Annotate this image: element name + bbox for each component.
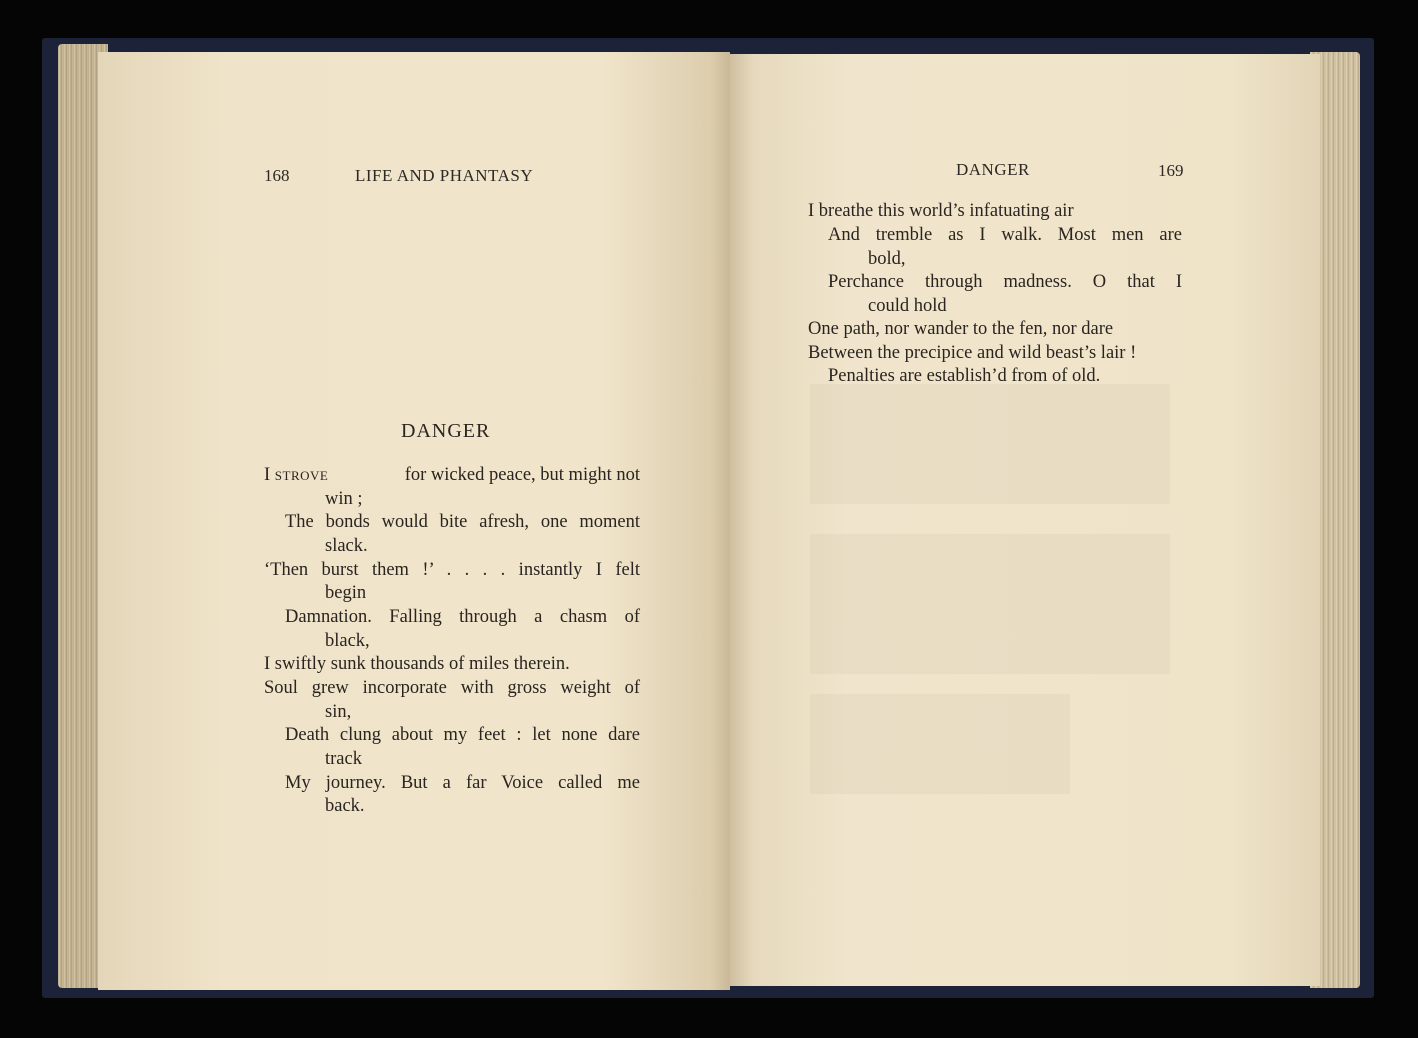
poem-line-4: Damnation. Falling through a chasm of <box>285 607 640 627</box>
right-folio: 169 <box>1158 161 1184 180</box>
poem-line-13: Between the precipice and wild beast’s lair ! <box>808 343 1137 363</box>
right-running-head: DANGER <box>956 160 1030 179</box>
show-through-text <box>810 384 1170 504</box>
poem-line-3-cont: begin <box>325 583 367 603</box>
show-through-text <box>810 694 1070 794</box>
poem-line-10: And tremble as I walk. Most men are <box>828 225 1182 245</box>
right-page <box>730 54 1320 986</box>
poem-line-7-cont: track <box>325 749 362 769</box>
poem-line-7: Death clung about my feet : let none dare <box>285 725 640 745</box>
left-page <box>98 52 730 990</box>
show-through-text <box>810 534 1170 674</box>
poem-title: DANGER <box>401 420 491 442</box>
left-running-head: LIFE AND PHANTASY <box>355 166 534 185</box>
poem-line-3: ‘Then burst them !’ . . . . instantly I felt <box>264 560 640 580</box>
poem-line-11: Perchance through madness. O that I <box>828 272 1182 292</box>
poem-line-14: Penalties are establish’d from of old. <box>828 366 1101 386</box>
poem-line-2: The bonds would bite afresh, one moment <box>285 512 640 532</box>
poem-line-5: I swiftly sunk thousands of miles therein. <box>264 654 570 674</box>
poem-line-4-cont: black, <box>325 631 370 651</box>
poem-line-11-cont: could hold <box>868 296 947 316</box>
poem-line-1-cont: win ; <box>325 489 363 509</box>
poem-line-1: I strove for wicked peace, but might not <box>264 465 640 485</box>
poem-line-8-cont: back. <box>325 796 365 816</box>
poem-line-8: My journey. But a far Voice called me <box>285 773 640 793</box>
poem-line-10-cont: bold, <box>868 249 906 269</box>
poem-line-2-cont: slack. <box>325 536 368 556</box>
left-folio: 168 <box>264 166 290 185</box>
poem-line-12: One path, nor wander to the fen, nor dare <box>808 319 1114 339</box>
poem-line-6-cont: sin, <box>325 702 352 722</box>
poem-line-9: I breathe this world’s infatuating air <box>808 201 1074 221</box>
poem-line-6: Soul grew incorporate with gross weight of <box>264 678 640 698</box>
